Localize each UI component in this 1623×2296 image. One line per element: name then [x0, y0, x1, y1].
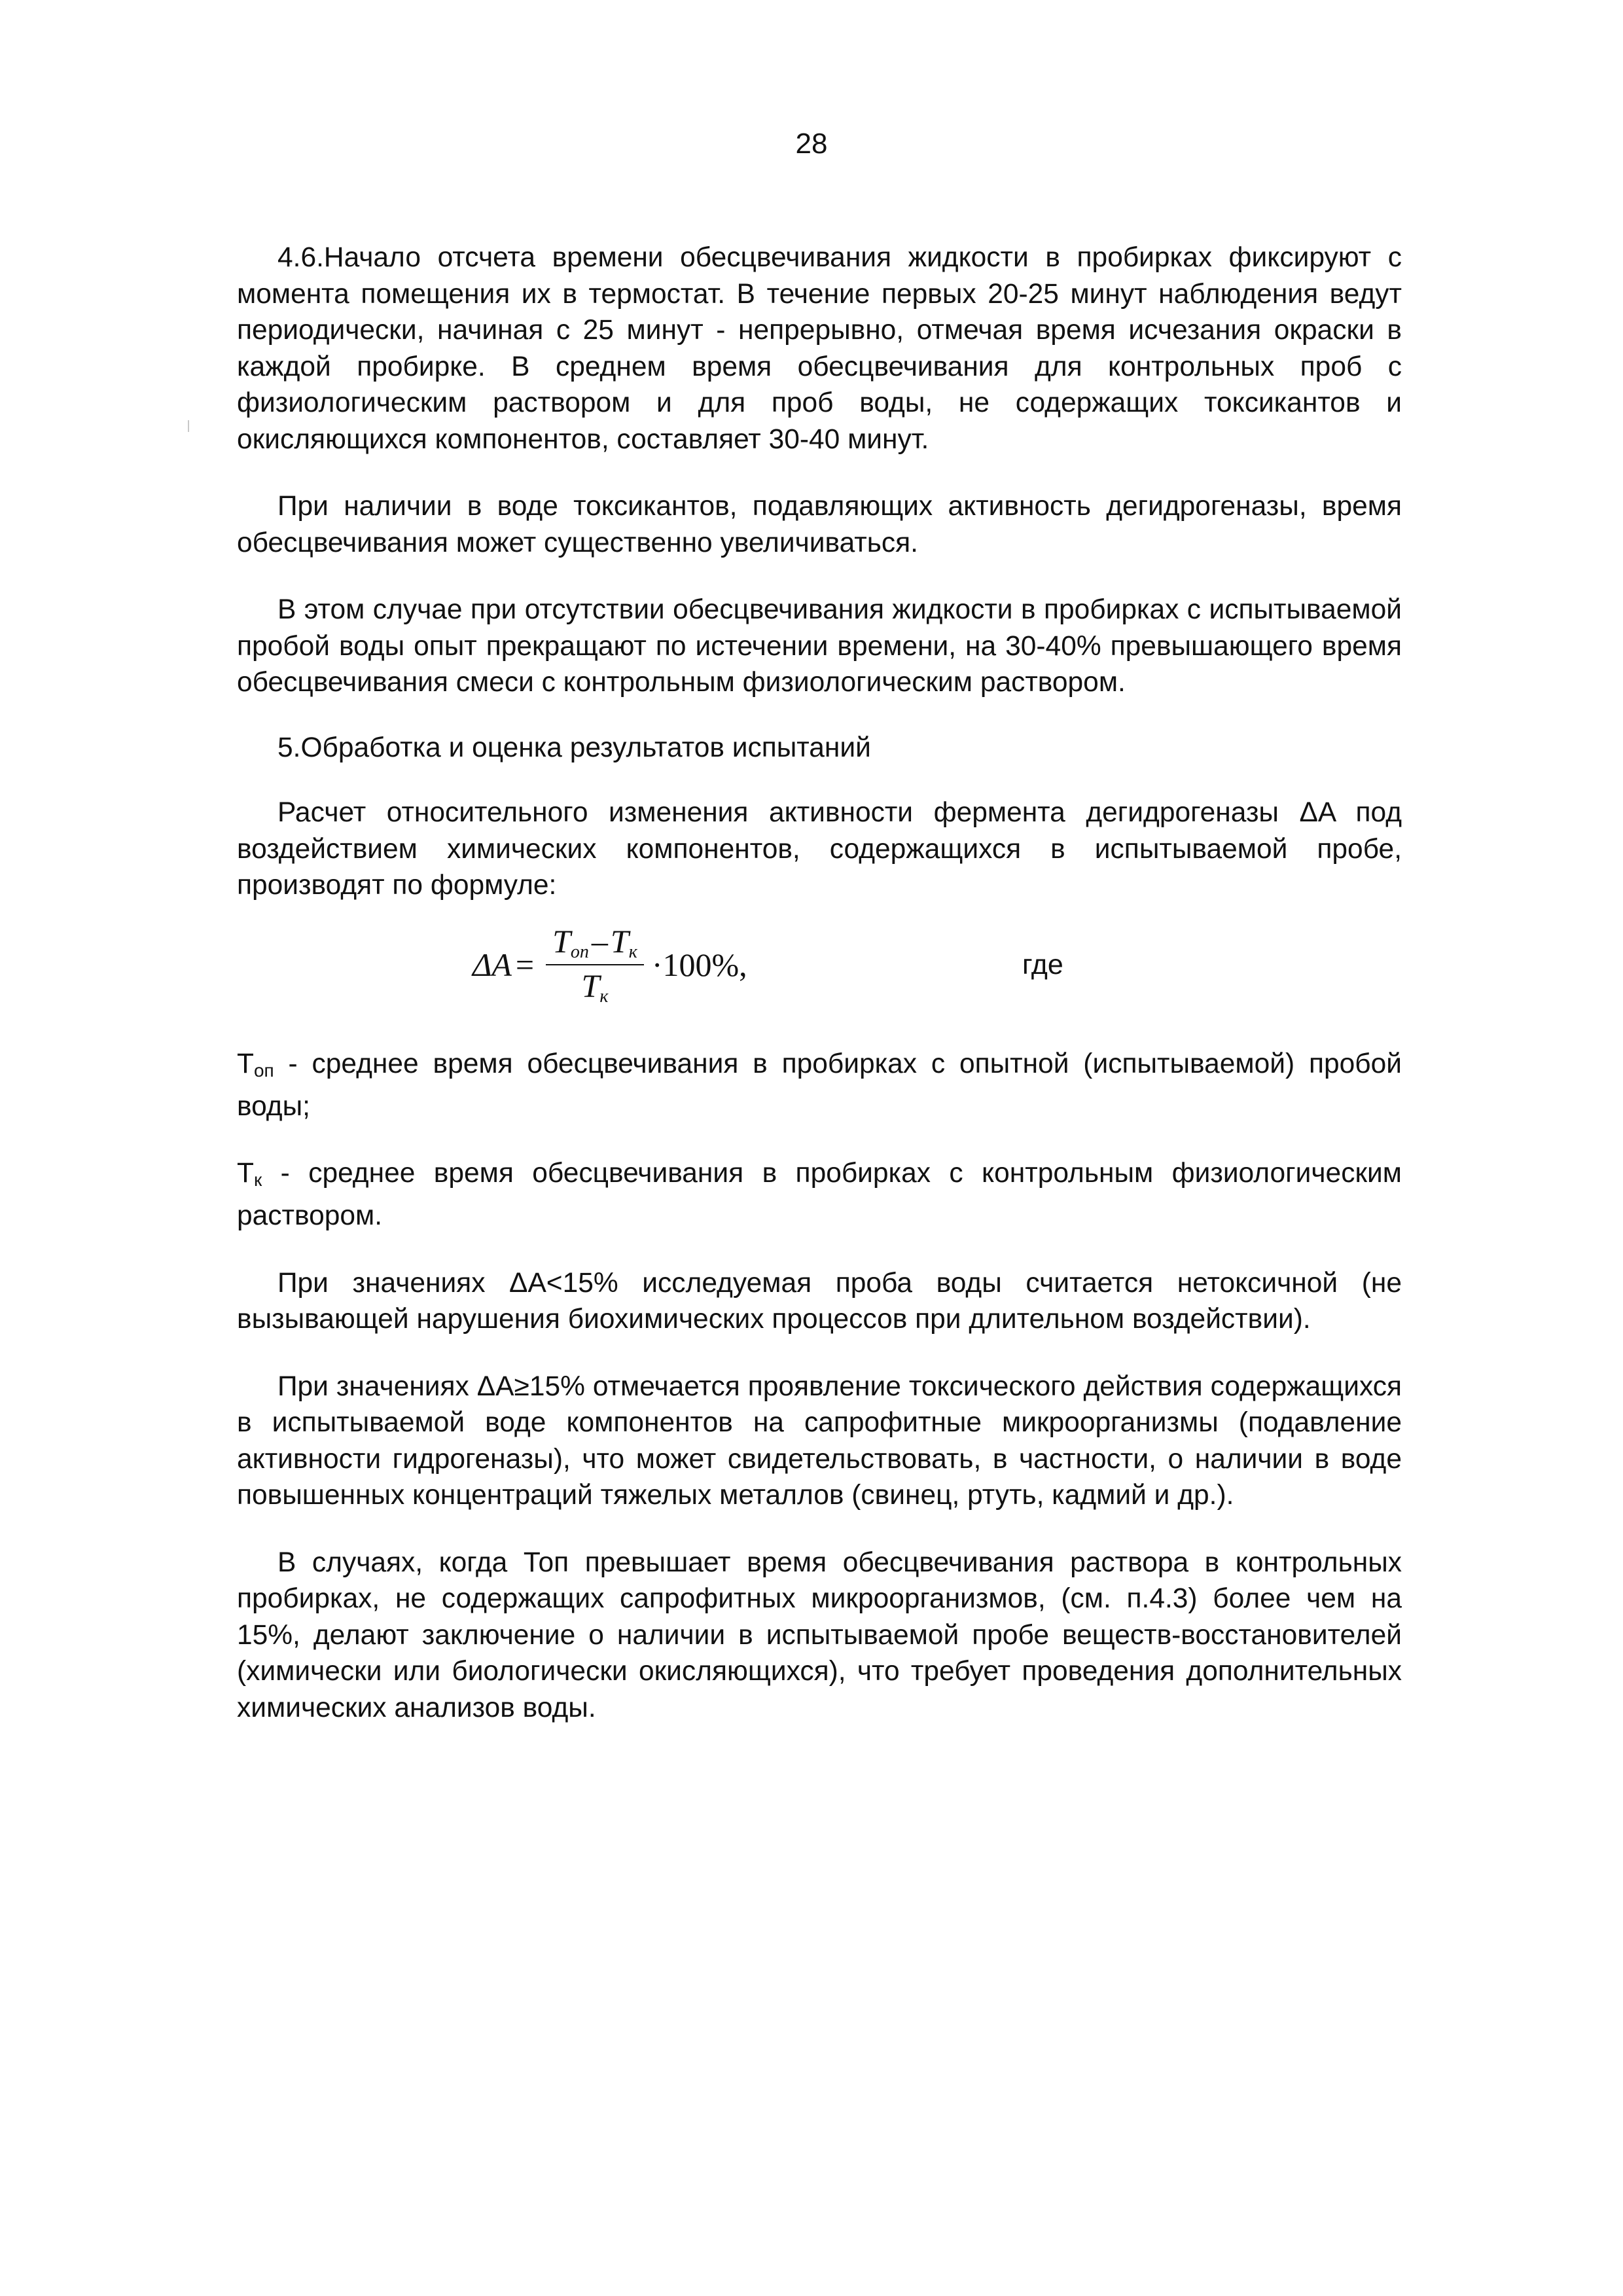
denominator-t-k: T: [581, 967, 600, 1004]
paragraph-4-6: 4.6.Начало отсчета времени обесцвечивания жидкости в пробирках фиксируют с момента помещения их в термостат. В течение первых 20-25 минут наблюдения ведут периодически, начиная с 25 минут - непрерывно, отмечая время исчезания окраски в каждой пробирке. В среднем время обесцвечивания для контрольных проб с физиологическим раствором и для проб воды, не содержащих токсикантов и окисляющихся компонентов, составляет 30-40 минут.: [237, 242, 1402, 455]
section-heading-5: 5.Обработка и оценка результатов испытаний: [277, 732, 871, 763]
paragraph-no-decolorization: В этом случае при отсутствии обесцвечивания жидкости в пробирках с испытываемой пробой воды опыт прекращают по истечении времени, на 30-40% превышающего время обесцвечивания смеси с контрольным физиологическим раствором.: [237, 594, 1402, 698]
formula-fraction: [546, 922, 644, 1007]
definition-t-op-text: - среднее время обесцвечивания в пробирках с опытной (испытываемой) пробой воды;: [237, 1048, 1402, 1122]
delta-a-formula: [473, 913, 747, 1018]
numerator-t-op-sub: оп: [570, 941, 589, 962]
formula-multiplier: ·100%,: [651, 946, 747, 983]
symbol-t-k: [237, 1158, 262, 1189]
numerator-t-op: T: [552, 922, 571, 960]
definition-t-op: [237, 1046, 1402, 1125]
numerator-t-k: T: [610, 922, 629, 960]
document-body: [237, 240, 1402, 1726]
paragraph-reducing-agents: В случаях, когда Топ превышает время обесцвечивания раствора в контрольных пробирках, не содержащих сапрофитных микроорганизмов, (см. п.4.3) более чем на 15%, делают заключение о наличии в испытываемой пробе веществ-восстановителей (химически или биологически окисляющихся), что требует проведения дополнительных химических анализов воды.: [237, 1547, 1402, 1723]
symbol-t-op-letter: T: [237, 1048, 254, 1079]
paragraph-calculation: Расчет относительного изменения активности фермента дегидрогеназы ΔA под воздействием химических компонентов, содержащихся в испытываемой пробе, производят по формуле:: [237, 797, 1402, 901]
definition-t-k-text: - среднее время обесцвечивания в пробирках с контрольным физиологическим раствором.: [237, 1157, 1402, 1231]
paragraph-above-15: При значениях ΔA≥15% отмечается проявление токсического действия содержащихся в испытываемой воде компонентов на сапрофитные микроорганизмы (подавление активности гидрогеназы), что может свидетельствовать, в частности, о наличии в воде повышенных концентраций тяжелых металлов (свинец, ртуть, кадмий и др.).: [237, 1371, 1402, 1511]
denominator-t-k-sub: к: [599, 986, 609, 1007]
numerator-t-k-sub: к: [628, 941, 637, 962]
page-number: 28: [795, 128, 828, 160]
formula-equals: =: [515, 946, 535, 983]
formula-block: [237, 904, 1402, 1031]
symbol-t-k-sub: к: [253, 1169, 262, 1190]
symbol-t-op-sub: оп: [253, 1060, 274, 1081]
definition-t-k: [237, 1155, 1402, 1234]
scan-artifact: [188, 420, 189, 432]
formula-lhs: ΔA: [473, 946, 512, 983]
paragraph-toxicants: При наличии в воде токсикантов, подавляющих активность дегидрогеназы, время обесцвечивания может существенно увеличиваться.: [237, 491, 1402, 558]
paragraph-below-15: При значениях ΔA<15% исследуемая проба воды считается нетоксичной (не вызывающей нарушения биохимических процессов при длительном воздействии).: [237, 1267, 1402, 1335]
formula-denominator: [582, 965, 609, 1006]
symbol-t-k-letter: T: [237, 1157, 254, 1189]
numerator-minus: –: [591, 922, 608, 960]
formula-where-label: где: [1022, 948, 1063, 980]
symbol-t-op: [237, 1049, 274, 1079]
formula-numerator: [546, 922, 644, 965]
